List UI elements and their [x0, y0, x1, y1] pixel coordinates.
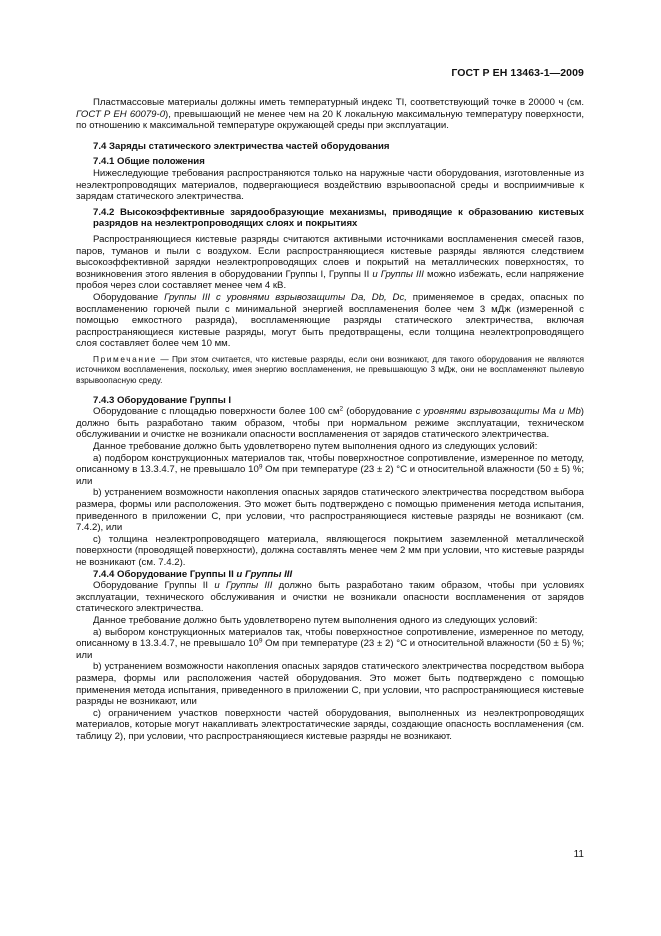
- section-7-4-1-paragraph: Нижеследующие требования распространяются только на наружные части оборудования, изготовленные из неэлектропроводящих материалов, подвергающиеся воздействию взрывоопасной среды и восприимчивые к зарядам статического электричества.: [76, 167, 584, 203]
- section-7-4-3-item-b: b) устранением возможности накопления опасных зарядов статического электричества посредством выбора размера, формы или расположения. Это может быть подтверждено с помощью применения метода испытания, приведенного в приложении С, при условии, что распространяющиеся кистевые разряды не возникают (см. 7.4.2), или: [76, 487, 584, 534]
- section-7-4-2-paragraph-2: [76, 292, 584, 350]
- s742-p2-text-a: Оборудование: [93, 291, 165, 303]
- section-7-4-2-note: [76, 354, 584, 386]
- section-7-4-3-heading: 7.4.3 Оборудование Группы I: [93, 394, 232, 406]
- section-7-4-4-paragraph-1: [76, 580, 584, 615]
- s744-p1-text-b: должно быть разработано таким образом, чтобы при условиях эксплуатации, технического обслуживания и очистки не возникали опасности воспламенения от зарядов статического электричества.: [76, 580, 584, 615]
- s744-heading-text: 7.4.4 Оборудование Группы II: [93, 568, 237, 580]
- s743-p1-text-a: Оборудование с площадью поверхности более 100 см: [93, 406, 340, 418]
- note-label: Примечание: [93, 353, 158, 364]
- document-body: [76, 97, 584, 742]
- intro-text-b: ), превышающий не менее чем на 20 К локальную максимальную температуру поверхности, по отношению к максимальной температуре окружающей среды при эксплуатации.: [76, 108, 584, 132]
- s742-p1-group3: и Группы III: [372, 268, 424, 280]
- s743-p1-superscript: 2: [339, 405, 344, 413]
- section-7-4-heading: 7.4 Заряды статического электричества частей оборудования: [93, 140, 390, 152]
- section-7-4-2-heading: 7.4.2 Высокоэффективные зарядообразующие механизмы, приводящие к образованию кистевых разрядов на неэлектропроводящих слоях и покрытиях: [93, 206, 584, 230]
- intro-text-a: Пластмассовые материалы должны иметь температурный индекс TI, соответствующий точке в 20000 ч (см.: [93, 97, 584, 108]
- s743-item-a-text-a: a) подбором конструкционных материалов так, чтобы поверхностное сопротивление, измеренное по методу, описанному в 13.3.4.7, не превышало 10: [76, 452, 584, 476]
- s743-item-a-superscript: 9: [258, 463, 263, 471]
- s742-p1-text-a: Распространяющиеся кистевые разряды считаются активными источниками воспламенения смесей газов, паров, туманов и пыли с воздухом. Если распространяющиеся кистевые разряды являются следствием высокоэффективной зарядки неэлектропроводящих слоев и покрытий на металлических поверхностях, то возникновения этого явления в оборудовании Группы I, Группы II: [76, 233, 584, 280]
- section-7-4-4-item-a: [76, 627, 584, 662]
- s744-item-a-text-a: a) выбором конструкционных материалов так, чтобы поверхностное сопротивление, измеренное по методу, описанному в 13.3.4.7, не превышало 10: [76, 626, 584, 650]
- section-7-4-3-paragraph-1: [76, 406, 584, 441]
- s743-p1-text-c: ) должно быть разработано таким образом, чтобы при нормальном режиме эксплуатации, техническом обслуживании и очистке не возникали опасности воспламенения от зарядов статического электричества.: [76, 406, 584, 441]
- section-7-4-3-item-c: c) толщина неэлектропроводящего материала, являющегося покрытием заземленной металлической поверхности (проводящей поверхности), должна составлять менее чем 2 мм при условии, что кистевые разряды не возникают (см. 7.4.2).: [76, 533, 584, 568]
- s742-p1-text-b: можно избежать, если напряжение пробоя через слои составляет менее чем 4 кВ.: [76, 268, 584, 292]
- intro-reference: ГОСТ Р ЕН 60079-0: [76, 108, 166, 120]
- s743-p1-text-b: (оборудование: [343, 406, 416, 418]
- standard-header: ГОСТ Р ЕН 13463-1—2009: [451, 67, 584, 79]
- section-7-4-4-heading: [76, 569, 584, 581]
- page-number: 11: [573, 849, 584, 860]
- s744-item-a-superscript: 9: [258, 637, 263, 645]
- section-7-4-3-paragraph-2: Данное требование должно быть удовлетворено путем выполнения одного из следующих условий:: [93, 441, 538, 453]
- section-7-4-3-item-a: [76, 453, 584, 488]
- note-text: — При этом считается, что кистевые разряды, если они возникают, для такого оборудования не являются источником воспламенения, поскольку, имея энергию воспламенения, не превышающую 3 мДж, они не воспламеняют пылевую взрывоопасную среду.: [76, 353, 584, 386]
- s742-p2-italic: Группы III с уровнями взрывозащиты Da, Db, Dc,: [164, 291, 407, 303]
- intro-paragraph: [76, 97, 584, 132]
- s744-heading-italic: и Группы III: [236, 568, 293, 580]
- s744-item-a-text-b: Ом при температуре (23 ± 2) °С и относительной влажности (50 ± 5) %; или: [76, 638, 584, 661]
- s743-p1-italic: с уровнями взрывозащиты Ma и Mb: [415, 406, 581, 418]
- s742-p2-text-b: применяемое в средах, опасных по воспламенению горючей пыли с минимальной энергией воспламенения более чем 3 мДж (измеренной с помощью емкостного разряда), воспламеняющие разряды статического электричества, включая распространяющиеся кистевые разряды, могут быть предотвращены, если толщина неэлектропроводящего слоя составляет более чем 10 мм.: [76, 291, 584, 350]
- section-7-4-1-heading: 7.4.1 Общие положения: [93, 156, 205, 168]
- section-7-4-4-paragraph-2: Данное требование должно быть удовлетворено путем выполнения одного из следующих условий:: [93, 614, 538, 626]
- section-7-4-4-item-b: b) устранением возможности накопления опасных зарядов статического электричества посредством выбора размера, формы или расположения частей оборудования. Это может быть подтверждено с помощью применения метода испытания, приведенного в приложении С, при условии, что распространяющиеся кистевые разряды не возникают, или: [76, 661, 584, 708]
- s743-item-a-text-b: Ом при температуре (23 ± 2) °С и относительной влажности (50 ± 5) %; или: [76, 464, 584, 487]
- s744-p1-text-a: Оборудование Группы II: [93, 580, 215, 592]
- section-7-4-4-item-c: c) ограничением участков поверхности частей оборудования, выполненных из неэлектропроводящих материалов, которые могут накапливать электростатические заряды, создающие опасность воспламенения (см. таблицу 2), при условии, что распространяющиеся кистевые разряды не возникают.: [76, 707, 584, 742]
- section-7-4-2-paragraph-1: [76, 234, 584, 292]
- s744-p1-italic: и Группы III: [214, 580, 273, 592]
